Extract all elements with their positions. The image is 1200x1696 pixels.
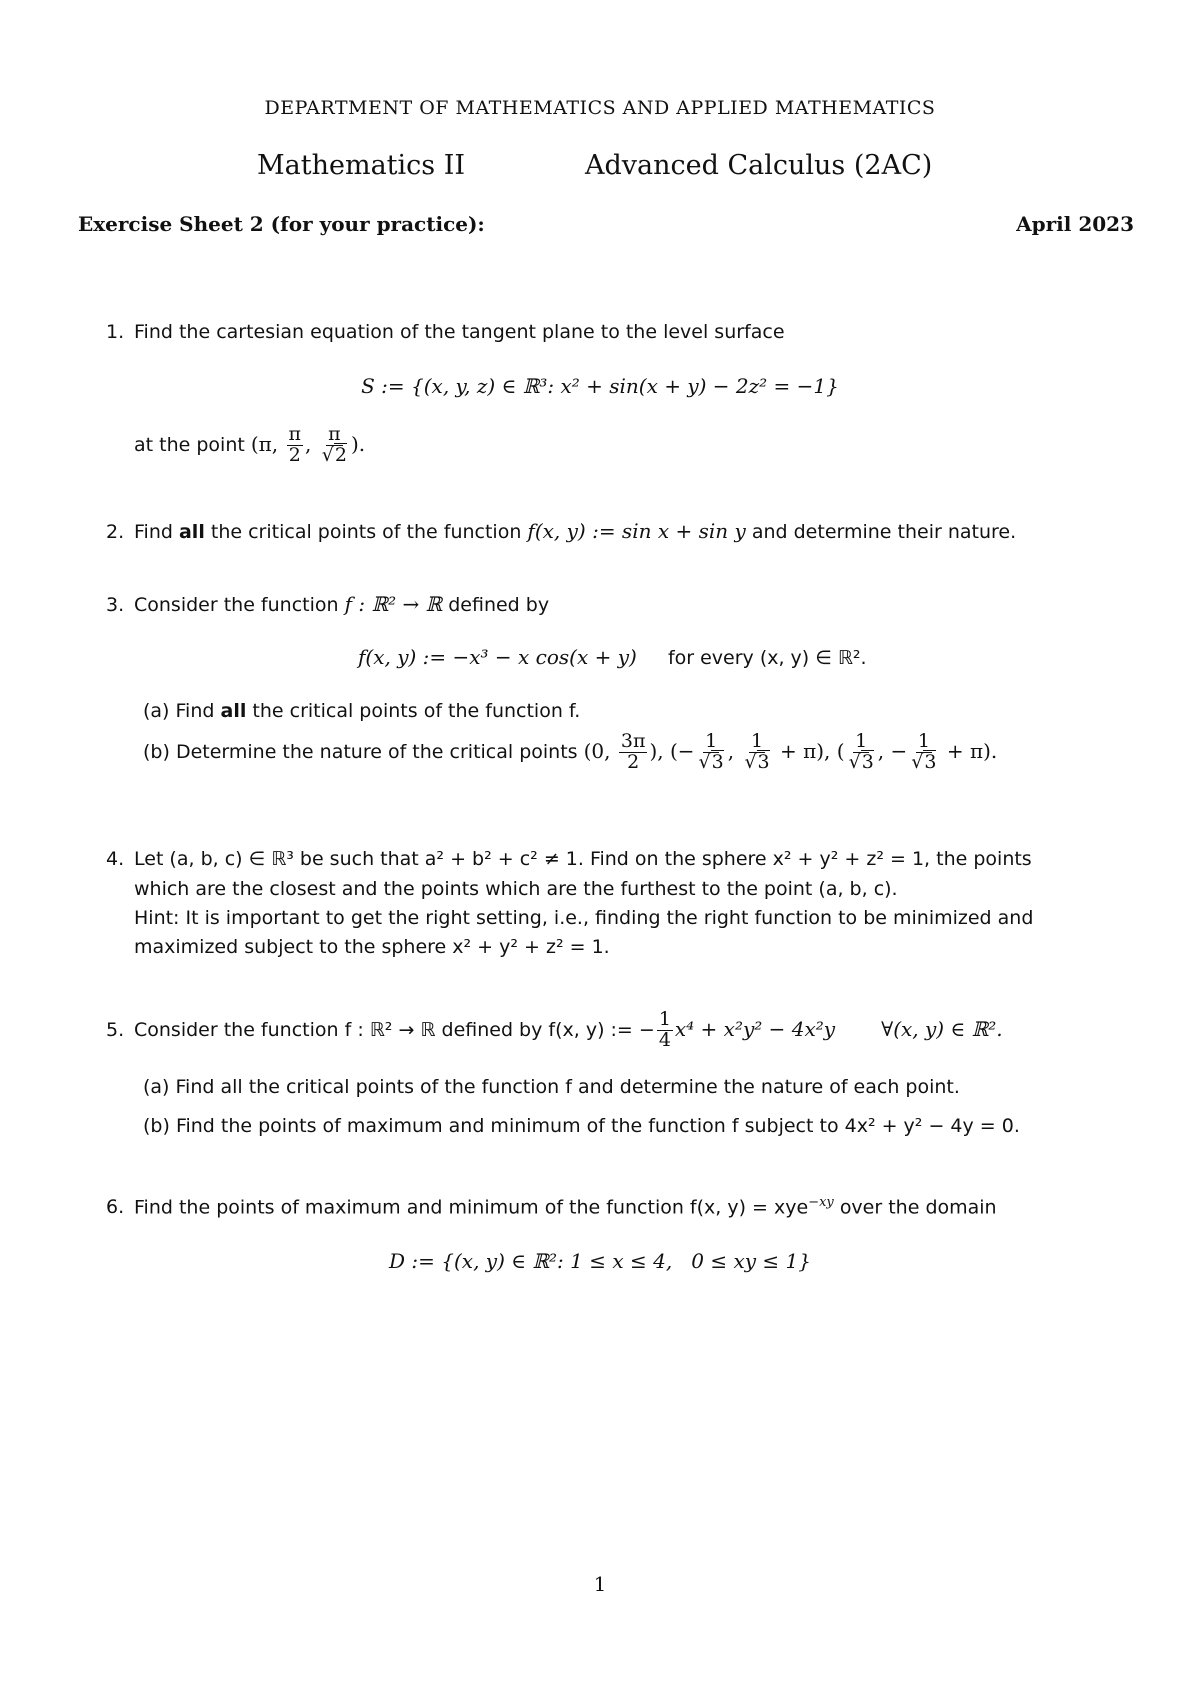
question-number: 2. [106, 521, 125, 543]
question-text: Find [134, 521, 173, 543]
question-3-equation [358, 645, 867, 669]
exponent: −xy [808, 1195, 834, 1210]
function-formula: x⁴ + x²y² − 4x²y [674, 1016, 836, 1041]
part-label: (a) [143, 1076, 170, 1098]
sheet-date: April 2023 [1016, 212, 1134, 236]
point-prefix: at the point [134, 433, 245, 456]
domain-text: for every (x, y) ∈ ℝ². [667, 647, 867, 669]
critical-points-list: (0, $\frac{3\pi}{2}$ ), (− $\frac{1}{√3}$ , $\frac{1}{√3}$ + π), ( $\frac{1}{√3}$ , − $\frac{1}{√3}$ + π). [583, 730, 998, 773]
question-text: defined by [448, 594, 550, 616]
course-code: Advanced Calculus (2AC) [585, 150, 933, 181]
question-number: 5. [106, 1018, 125, 1041]
part-label: (a) [143, 700, 170, 722]
emphasis: all [220, 700, 247, 722]
function-map: f : ℝ² → ℝ [344, 592, 443, 616]
question-3 [106, 592, 549, 616]
question-number: 1. [106, 321, 125, 343]
part-label: (b) [143, 1115, 170, 1137]
part-text: Find [175, 700, 215, 722]
question-4 [106, 848, 1032, 870]
question-4-line-2: which are the closest and the points which are the furthest to the point (a, b, c). [134, 878, 898, 900]
question-text: the critical points of the function [210, 521, 522, 543]
question-text: and determine their nature. [751, 521, 1017, 543]
question-text: Let (a, b, c) ∈ ℝ³ be such that a² + b² + c² ≠ 1. Find on the sphere x² + y² + z² = 1, the points [134, 848, 1032, 870]
sheet-title: Exercise Sheet 2 (for your practice): [78, 212, 485, 236]
question-6 [106, 1195, 997, 1218]
question-4-line-4: maximized subject to the sphere x² + y² + z² = 1. [134, 936, 610, 958]
question-5b [143, 1115, 1020, 1137]
question-3a [143, 700, 580, 722]
part-text: Find the points of maximum and minimum of the function f subject to 4x² + y² − 4y = 0. [175, 1115, 1020, 1137]
level-surface-equation: S := {(x, y, z) ∈ ℝ³: x² + sin(x + y) − 2z² = −1} [361, 374, 839, 398]
part-text: Find all the critical points of the function f and determine the nature of each point. [175, 1076, 960, 1098]
question-number: 6. [106, 1196, 125, 1219]
question-text: Find the points of maximum and minimum of the function f(x, y) = xye [134, 1196, 809, 1219]
question-text: Consider the function [134, 594, 339, 616]
part-text: Determine the nature of the critical points [175, 740, 578, 763]
page-number: 1 [593, 1572, 607, 1596]
fraction: $\frac{1}{4}$ [658, 1008, 671, 1051]
question-text: Consider the function f : ℝ² → ℝ defined by f(x, y) := − [134, 1018, 655, 1041]
question-number: 4. [106, 848, 125, 870]
function-formula: f(x, y) := −x³ − x cos(x + y) [358, 645, 637, 669]
part-label: (b) [143, 740, 170, 763]
question-text: Find the cartesian equation of the tangent plane to the level surface [134, 321, 785, 343]
question-5 [106, 1010, 1003, 1051]
function-definition: f(x, y) := sin x + sin y [527, 519, 746, 543]
department-heading: DEPARTMENT OF MATHEMATICS AND APPLIED MATHEMATICS [264, 97, 936, 119]
question-1 [106, 321, 785, 343]
question-2 [106, 519, 1016, 543]
question-text: over the domain [839, 1196, 997, 1219]
question-4-hint: Hint: It is important to get the right setting, i.e., finding the right function to be minimized and [134, 907, 1034, 929]
question-5a [143, 1076, 960, 1098]
question-1-point [134, 425, 365, 466]
course-name: Mathematics II [257, 150, 466, 181]
part-text: the critical points of the function f. [252, 700, 581, 722]
point-value: (π, $\frac{\pi}{2}$ , $\frac{\pi}{√2}$ ). [250, 423, 366, 466]
question-number: 3. [106, 594, 125, 616]
domain-text: ∀(x, y) ∈ ℝ². [881, 1016, 1003, 1041]
emphasis: all [178, 521, 205, 543]
domain-equation: D := {(x, y) ∈ ℝ²: 1 ≤ x ≤ 4, 0 ≤ xy ≤ 1} [389, 1249, 811, 1273]
question-3b [143, 732, 997, 773]
